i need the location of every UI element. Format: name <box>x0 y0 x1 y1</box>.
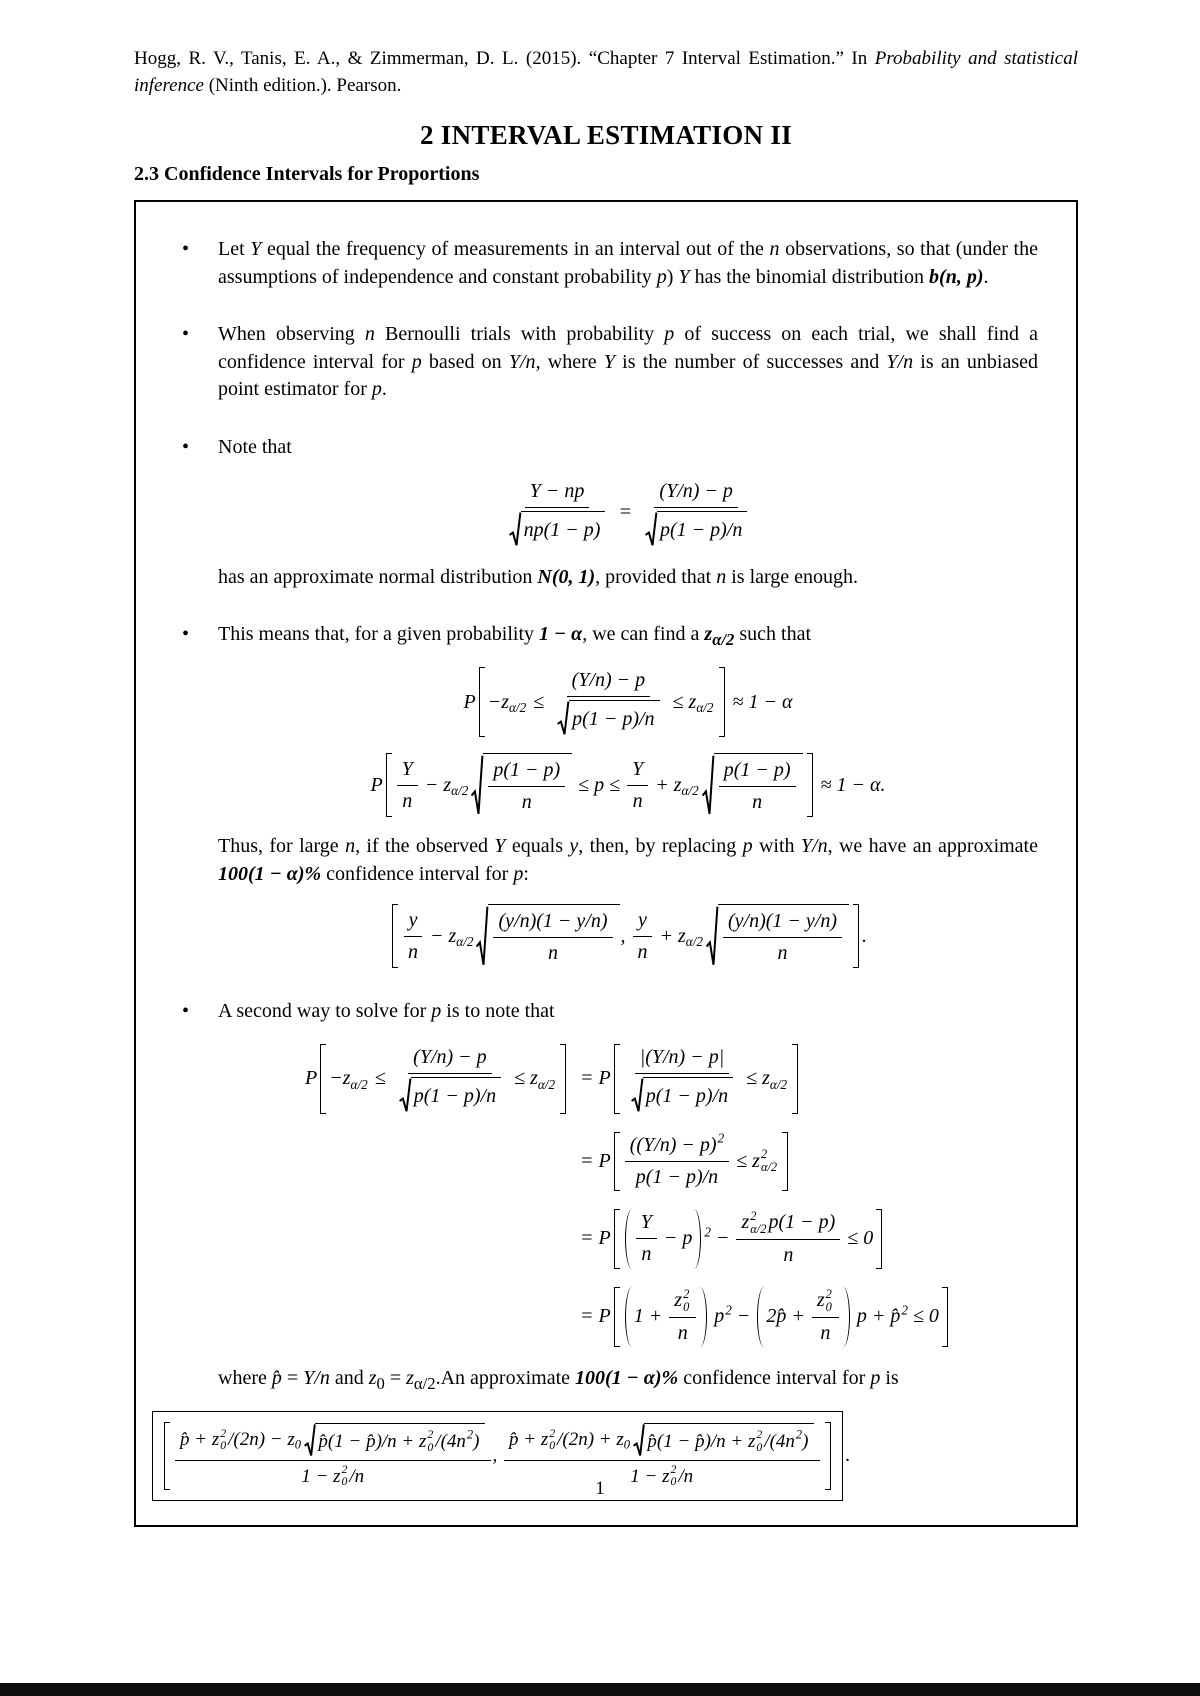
page-bottom-edge <box>0 1683 1200 1696</box>
bullet-list <box>178 236 1038 1501</box>
content-box <box>134 200 1078 1527</box>
bullet-text: • When observing n Bernoulli trials with probability p of success on each trial, we shall find a confidence interval for p based on Y/n, where Y is the number of successes and Y/n is an unbiased point estimator for p. <box>218 323 1039 401</box>
equation-normal-approximation: $\frac{Y - np}{np(1 - p)}$ = $\frac{(Y/n) - p}{p(1 - p)/n}$ <box>218 478 1038 548</box>
bullet-text: • Let Y equal the frequency of measurements in an interval out of the n observations, so that (under the assumptions of independence and constant probability p) Y has the binomial distribution b(n, p). <box>218 237 1038 288</box>
derivation-line-4: = P 1 + z 2 0 n p 2 − 2p̂ + z 2 0 n p + p̂ 2 ≤ 0 <box>580 1287 951 1347</box>
bullet-text: • Note that <box>218 435 292 458</box>
derivation-line-1-rhs: = P $\frac{|(Y/n) - p|}{p(1 - p)/n}$ ≤ z α/2 <box>580 1044 801 1114</box>
bullet-text: • A second way to solve for p is to note that <box>218 1000 555 1023</box>
page-number: 1 <box>595 1478 605 1499</box>
list-item <box>178 621 1038 968</box>
final-formula-box: p̂ + z 2 0 /(2n) − z 0 p̂(1 − p̂)/n + z 2 0 /(4n 2 ) 1 − z 2 0 /n , p̂ + z 2 0 /(2n) + z 0 p̂(1 − p̂)/n + z 2 0 /(4n 2 ) 1 − z 2 0 /n <box>152 1411 843 1501</box>
list-item <box>178 998 1038 1501</box>
equation-confidence-interval: y n − z α/2 (y/n)(1 − y/n) n , y n + z α/2 (y/n)(1 − y/n) n . <box>218 904 1038 968</box>
bullet-text: • This means that, for a given probability 1 − α, we can find a $z_{\alpha/2}$ such that <box>218 623 812 650</box>
bullet-continuation: Thus, for large n, if the observed Y equals y, then, by replacing p with Y/n, we have an approximate 100(1 − α)% confidence interval for p: <box>218 835 1038 885</box>
page-title: 2 INTERVAL ESTIMATION II <box>419 119 793 150</box>
where-clause: where p̂ = Y/n and $z_0 = z_{\alpha/2}.An$ approximate 100(1 − α)% confidence interval for p is <box>218 1366 899 1393</box>
final-period: . <box>845 1444 851 1467</box>
derivation-line-1-lhs: P −z α/2 ≤ $\frac{(Y/n) - p}{p(1 - p)/n}$ ≤ z α/2 <box>305 1044 574 1114</box>
citation: Hogg, R. V., Tanis, E. A., & Zimmerman, D. L. (2015). “Chapter 7 Interval Estimation.” In Probability and statistical inference (Ninth edition.). Pearson. <box>134 48 1078 96</box>
derivation-block <box>218 1044 1038 1347</box>
equation-probability-2: P Y n − z α/2 p(1 − p) n ≤ p ≤ $\frac{Y}{n}$ + z α/2 p(1 − p) n ≈ 1 − α. <box>218 753 1038 817</box>
section-heading: 2.3 Confidence Intervals for Proportions <box>134 162 480 185</box>
list-item <box>178 434 1038 591</box>
derivation-line-3: = P Y n − p 2 − z 2 α/2 p(1 − p) n ≤ 0 <box>580 1209 885 1269</box>
list-item <box>178 321 1038 404</box>
equation-probability-1: P −z α/2 ≤ $\frac{(Y/n) - p}{p(1 - p)/n}$ ≤ z α/2 ≈ 1 − α <box>218 667 1038 737</box>
derivation-line-2: = P ((Y/n) − p) 2 p(1 − p)/n ≤ z 2 α/2 <box>580 1132 791 1191</box>
list-item <box>178 236 1038 291</box>
bullet-continuation: has an approximate normal distribution N(0, 1), provided that n is large enough. <box>218 565 859 588</box>
